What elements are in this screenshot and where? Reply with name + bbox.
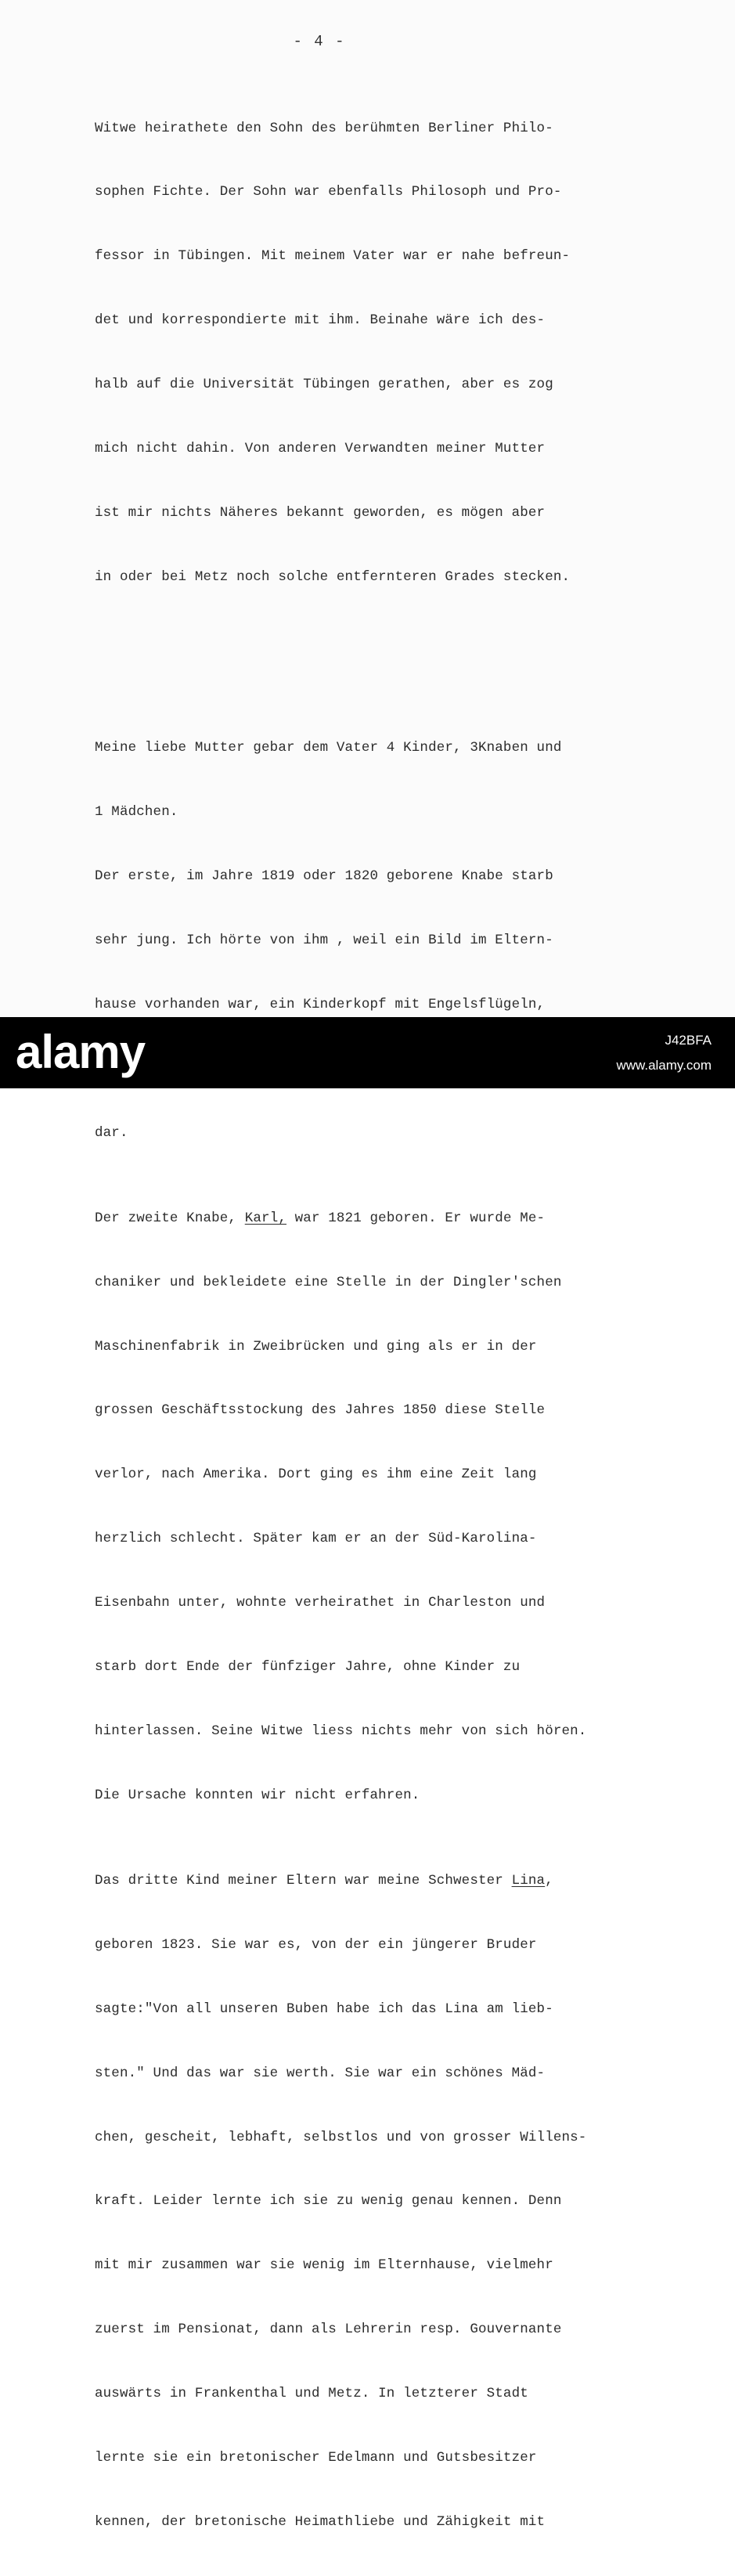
text-line: kennen, der bretonische Heimathliebe und Zähigkeit mit [95, 2513, 546, 2530]
text-line: grossen Geschäftsstockung des Jahres 1850 diese Stelle [95, 1402, 546, 1419]
watermark-footer [0, 1017, 735, 1088]
text-line: hinterlassen. Seine Witwe liess nichts mehr von sich hören. [95, 1723, 587, 1739]
text-line: 1 Mädchen. [95, 804, 178, 821]
text-line: mit mir zusammen war sie wenig im Elternhause, vielmehr [95, 2257, 553, 2274]
text-line: Meine liebe Mutter gebar dem Vater 4 Kinder, 3Knaben und [95, 740, 562, 756]
text-line: in oder bei Metz noch solche entfernteren Grades stecken. [95, 568, 571, 585]
text-line: kraft. Leider lernte ich sie zu wenig genau kennen. Denn [95, 2193, 562, 2210]
text-line: auswärts in Frankenthal und Metz. In letzterer Stadt [95, 2386, 528, 2402]
text-line: mich nicht dahin. Von anderen Verwandten meiner Mutter [95, 441, 546, 457]
text-line: Witwe heirathete den Sohn des berühmten Berliner Philo- [95, 120, 553, 136]
text-line-karl [95, 1208, 643, 1229]
text-line: hause vorhanden war, ein Kinderkopf mit Engelsflügeln, [95, 996, 546, 1012]
alamy-logo: alamy [16, 1026, 146, 1078]
image-id: J42BFA [665, 1033, 712, 1048]
text-line: det und korrespondierte mit ihm. Beinahe wäre ich des- [95, 312, 546, 329]
text-line: ist mir nichts Näheres bekannt geworden, es mögen aber [95, 504, 546, 521]
page-number: - 4 - [293, 33, 346, 50]
text-line: lernte sie ein bretonischer Edelmann und Gutsbesitzer [95, 2449, 537, 2466]
site-url: www.alamy.com [616, 1058, 712, 1073]
text-line: sehr jung. Ich hörte von ihm , weil ein Bild im Eltern- [95, 932, 553, 948]
text-line: starb dort Ende der fünfziger Jahre, ohne Kinder zu [95, 1658, 521, 1675]
text-line: Eisenbahn unter, wohnte verheirathet in Charleston und [95, 1595, 546, 1611]
text-line: geboren 1823. Sie war es, von der ein jüngerer Bruder [95, 1936, 537, 1953]
lina-suffix: , [545, 1872, 553, 1889]
text-line: chen, gescheit, lebhaft, selbstlos und von grosser Willens- [95, 2129, 587, 2145]
karl-prefix: Der zweite Knabe, [95, 1210, 245, 1226]
text-line: sagte:"Von all unseren Buben habe ich das Lina am lieb- [95, 2001, 553, 2017]
karl-name: Karl, [244, 1210, 286, 1226]
text-line: verlor, nach Amerika. Dort ging es ihm eine Zeit lang [95, 1467, 537, 1483]
text-line: Der erste, im Jahre 1819 oder 1820 geborene Knabe starb [95, 868, 553, 884]
text-line: Die Ursache konnten wir nicht erfahren. [95, 1787, 420, 1803]
text-line: sten." Und das war sie werth. Sie war ein schönes Mäd- [95, 2065, 546, 2081]
lina-name: Lina [511, 1872, 546, 1889]
text-line: halb auf die Universität Tübingen gerathen, aber es zog [95, 377, 553, 393]
lina-prefix: Das dritte Kind meiner Eltern war meine Schwester [95, 1872, 512, 1889]
text-line: zuerst im Pensionat, dann als Lehrerin resp. Gouvernante [95, 2322, 562, 2338]
text-line: sophen Fichte. Der Sohn war ebenfalls Philosoph und Pro- [95, 184, 562, 200]
text-line: Maschinenfabrik in Zweibrücken und ging als er in der [95, 1338, 537, 1355]
text-line: chaniker und bekleidete eine Stelle in der Dingler'schen [95, 1274, 562, 1290]
text-line: fessor in Tübingen. Mit meinem Vater war er nahe befreun- [95, 248, 571, 265]
text-line: dar. [95, 1124, 128, 1141]
body-text [95, 75, 643, 2576]
text-line: herzlich schlecht. Später kam er an der Süd-Karolina- [95, 1531, 537, 1547]
paragraph-gap [95, 652, 643, 673]
karl-suffix: war 1821 geboren. Er wurde Me- [286, 1210, 546, 1226]
text-line-lina [95, 1871, 643, 1892]
